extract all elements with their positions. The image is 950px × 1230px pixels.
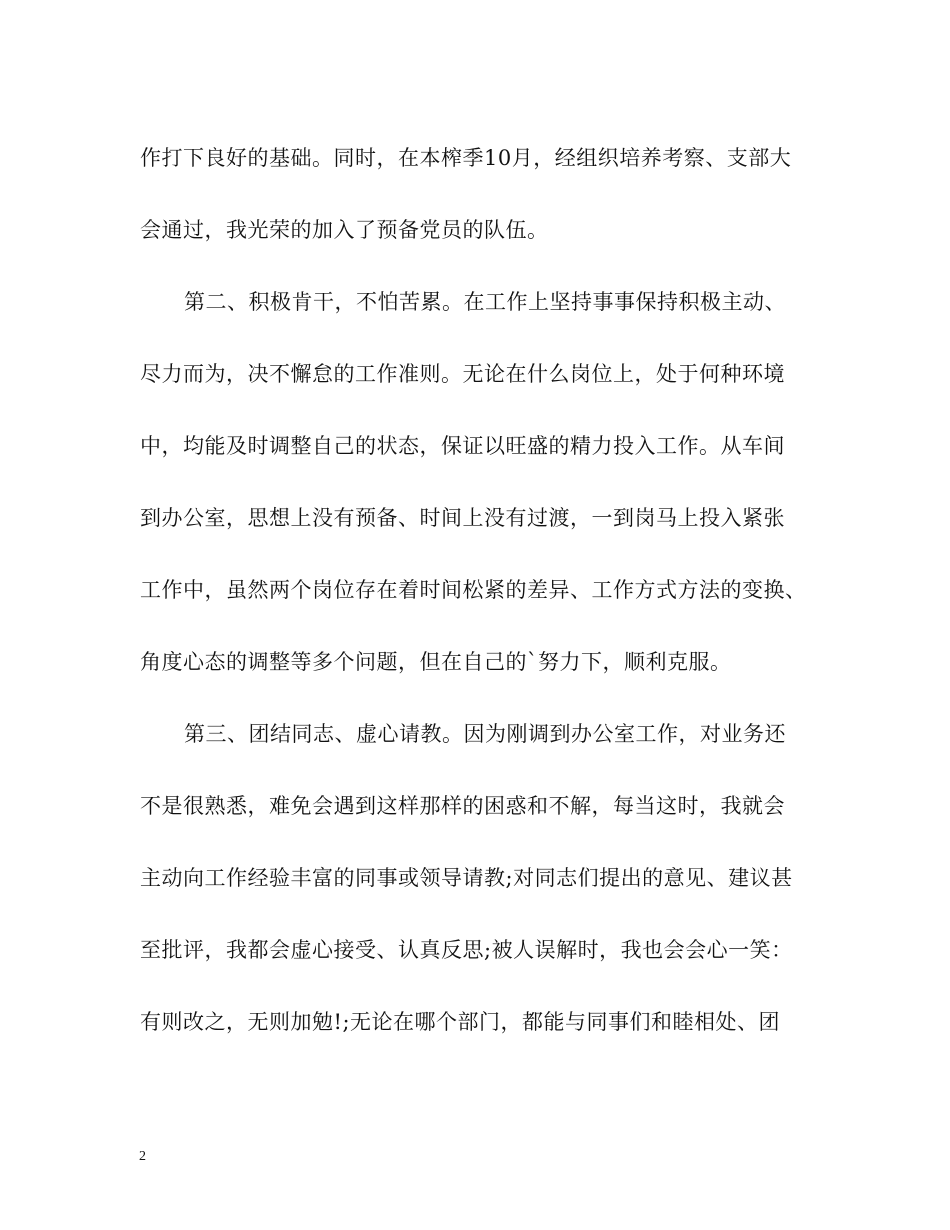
paragraph-2-line-1: 第二、积极肯干，不怕苦累。在工作上坚持事事保持积极主动、 xyxy=(184,290,786,314)
text-line-5: 中，均能及时调整自己的状态，保证以旺盛的精力投入工作。从车间 xyxy=(140,434,785,458)
text-line-2: 会通过，我光荣的加入了预备党员的队伍。 xyxy=(140,218,549,242)
text-line-13: 有则改之，无则加勉!;无论在哪个部门，都能与同事们和睦相处、团 xyxy=(140,1010,781,1034)
paragraph-3-line-1: 第三、团结同志、虚心请教。因为刚调到办公室工作，对业务还 xyxy=(184,722,786,746)
text-line-6: 到办公室，思想上没有预备、时间上没有过渡，一到岗马上投入紧张 xyxy=(140,506,785,530)
text-line-1: 作打下良好的基础。同时，在本榨季10月，经组织培养考察、支部大 xyxy=(140,146,792,170)
text-line-4: 尽力而为，决不懈怠的工作准则。无论在什么岗位上，处于何种环境 xyxy=(140,362,785,386)
text-line-10: 不是很熟悉，难免会遇到这样那样的困惑和不解，每当这时，我就会 xyxy=(140,794,785,818)
page-number: 2 xyxy=(139,1149,146,1164)
text-line-12: 至批评，我都会虚心接受、认真反思;被人误解时，我也会会心一笑： xyxy=(140,938,793,962)
text-line-11: 主动向工作经验丰富的同事或领导请教;对同志们提出的意见、建议甚 xyxy=(140,866,793,890)
text-line-8: 角度心态的调整等多个问题，但在自己的`努力下，顺利克服。 xyxy=(140,650,732,674)
text-line-7: 工作中，虽然两个岗位存在着时间松紧的差异、工作方式方法的变换、 xyxy=(140,578,807,602)
